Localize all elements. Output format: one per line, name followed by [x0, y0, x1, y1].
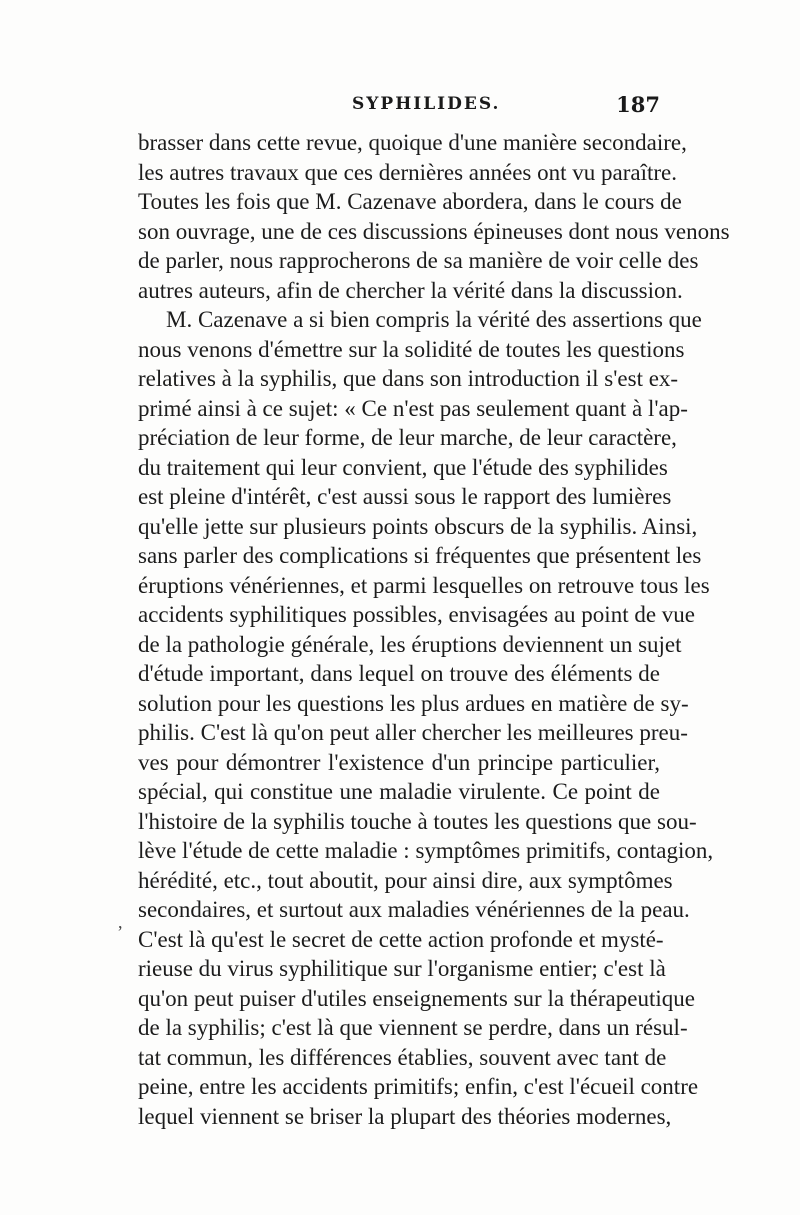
running-title: SYPHILIDES. — [352, 94, 501, 114]
text-line: éruptions vénériennes, et parmi lesquelles on retrouve tous les — [138, 572, 710, 598]
text-line: qu'on peut puiser d'utiles enseignements sur la thérapeutique — [138, 985, 695, 1011]
text-line: qu'elle jette sur plusieurs points obscurs de la syphilis. Ainsi, — [138, 513, 698, 539]
text-line: sans parler des complications si fréquentes que présentent les — [138, 543, 702, 568]
text-line: relatives à la syphilis, que dans son introduction il s'est ex- — [138, 366, 679, 391]
text-line: les autres travaux que ces dernières années ont vu paraître. — [138, 159, 677, 185]
text-line: hérédité, etc., tout aboutit, pour ainsi dire, aux symptômes — [138, 867, 673, 893]
text-line: l'histoire de la syphilis touche à toutes les questions que sou- — [138, 808, 697, 834]
text-line: spécial, qui constitue une maladie virulente. Ce point de — [138, 779, 660, 804]
text-line: C'est là qu'est le secret de cette action profonde et mysté- — [138, 926, 664, 952]
text-line: brasser dans cette revue, quoique d'une manière secondaire, — [138, 130, 687, 155]
text-line: M. Cazenave a si bien compris la vérité des assertions que — [166, 307, 702, 332]
text-line: autres auteurs, afin de chercher la vérité dans la discussion. — [138, 277, 683, 303]
text-line: philis. C'est là qu'on peut aller chercher les meilleures preu- — [138, 720, 688, 745]
text-line: de parler, nous rapprocherons de sa manière de voir celle des — [138, 248, 699, 273]
text-line: peine, entre les accidents primitifs; enfin, c'est l'écueil contre — [138, 1074, 699, 1099]
text-line: nous venons d'émettre sur la solidité de toutes les questions — [138, 336, 685, 362]
body-text — [138, 128, 730, 1131]
page-number: 187 — [616, 92, 660, 117]
text-line: de la pathologie générale, les éruptions deviennent un sujet — [138, 631, 682, 657]
text-line: primé ainsi à ce sujet: « Ce n'est pas seulement quant à l'ap- — [138, 395, 688, 421]
page-header — [138, 94, 660, 124]
margin-mark: , — [118, 912, 123, 932]
text-line: Toutes les fois que M. Cazenave abordera, dans le cours de — [138, 189, 682, 214]
text-line: secondaires, et surtout aux maladies vénériennes de la peau. — [138, 897, 690, 922]
text-line: tat commun, les différences établies, souvent avec tant de — [138, 1044, 667, 1070]
text-line: accidents syphilitiques possibles, envisagées au point de vue — [138, 602, 695, 627]
text-line: d'étude important, dans lequel on trouve des éléments de — [138, 661, 660, 686]
text-line: lequel viennent se briser la plupart des théories modernes, — [138, 1103, 672, 1129]
text-line: du traitement qui leur convient, que l'étude des syphilides — [138, 454, 668, 480]
text-line: préciation de leur forme, de leur marche, de leur caractère, — [138, 425, 677, 450]
text-line: est pleine d'intérêt, c'est aussi sous le rapport des lumières — [138, 484, 672, 509]
text-line: solution pour les questions les plus ardues en matière de sy- — [138, 690, 689, 716]
text-line: ves pour démontrer l'existence d'un principe particulier, — [138, 749, 660, 775]
text-line: son ouvrage, une de ces discussions épineuses dont nous venons — [138, 218, 730, 244]
text-line: de la syphilis; c'est là que viennent se perdre, dans un résul- — [138, 1015, 688, 1040]
text-line: lève l'étude de cette maladie : symptômes primitifs, contagion, — [138, 838, 714, 863]
text-line: rieuse du virus syphilitique sur l'organisme entier; c'est là — [138, 956, 666, 981]
